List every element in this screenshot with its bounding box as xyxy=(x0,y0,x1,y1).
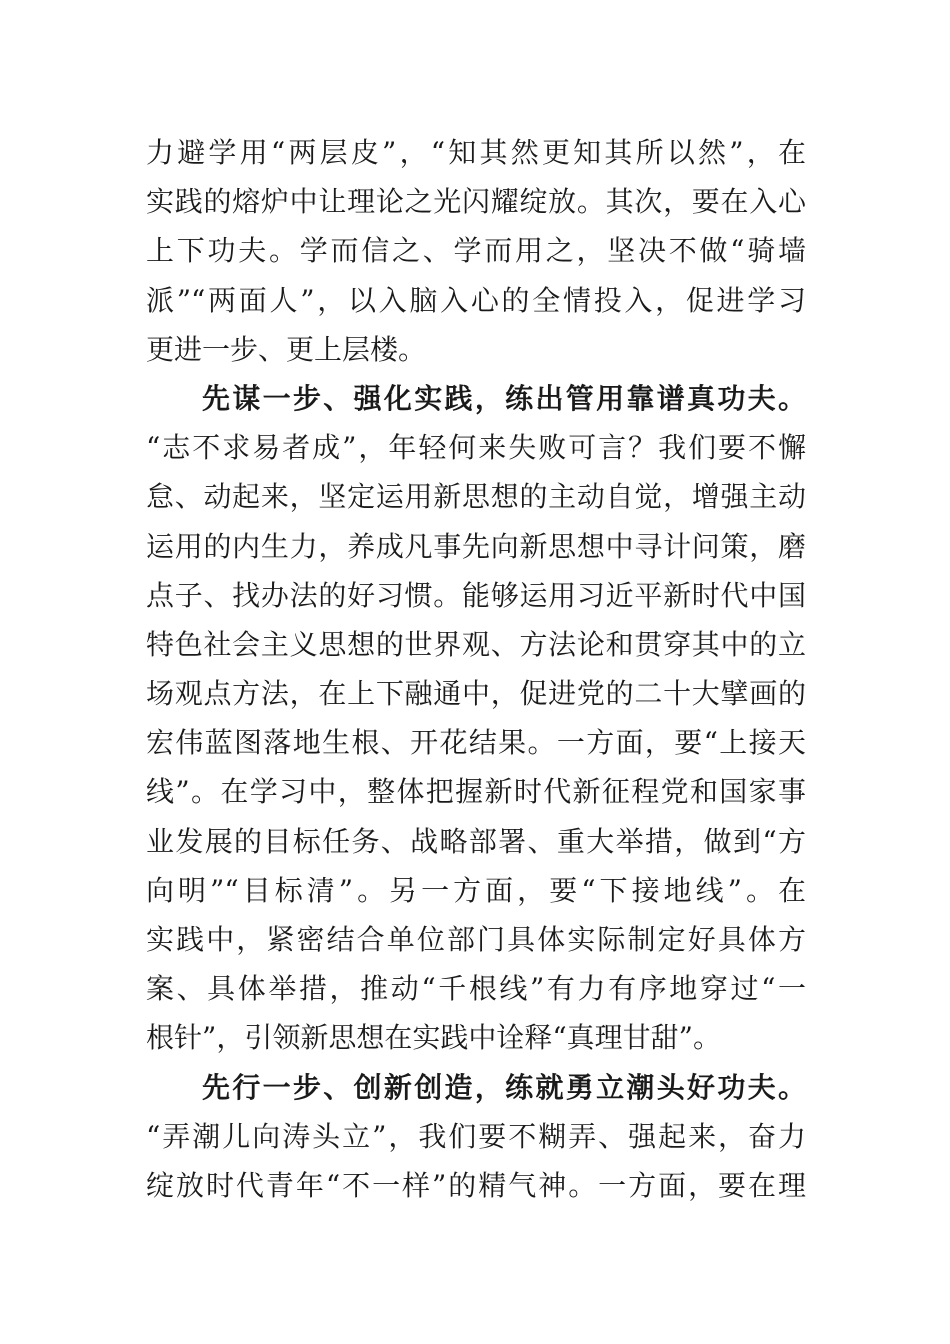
text-line: “弄潮儿向涛头立”，我们要不糊弄、强起来，奋力 xyxy=(146,1119,806,1153)
text-line: 上下功夫。学而信之、学而用之，坚决不做“骑墙 xyxy=(146,234,806,268)
text-line: 线”。在学习中，整体把握新时代新征程党和国家事 xyxy=(146,775,806,809)
text-line: 根针”，引领新思想在实践中诠释“真理甘甜”。 xyxy=(146,1021,721,1055)
text-line: 运用的内生力，养成凡事先向新思想中寻计问策，磨 xyxy=(146,529,806,563)
text-line: 实践中，紧密结合单位部门具体实际制定好具体方 xyxy=(146,923,806,956)
text-line: 案、具体举措，推动“千根线”有力有序地穿过“一 xyxy=(146,972,806,1006)
text-line: 业发展的目标任务、战略部署、重大举措，做到“方 xyxy=(146,824,806,858)
text-line: 向明”“目标清”。另一方面，要“下接地线”。在 xyxy=(146,873,806,907)
text-line: 派”“两面人”，以入脑入心的全情投入，促进学习 xyxy=(146,283,806,317)
text-line: 力避学用“两层皮”，“知其然更知其所以然”，在 xyxy=(146,136,806,169)
text-line: 场观点方法，在上下融通中，促进党的二十大擘画的 xyxy=(146,677,806,711)
text-line: 宏伟蓝图落地生根、开花结果。一方面，要“上接天 xyxy=(146,726,806,760)
text-line: “志不求易者成”，年轻何来失败可言？我们要不懈 xyxy=(146,431,806,465)
text-line: 怠、动起来，坚定运用新思想的主动自觉，增强主动 xyxy=(146,480,806,514)
text-line: 更进一步、更上层楼。 xyxy=(146,332,427,366)
text-line: 绽放时代青年“不一样”的精气神。一方面，要在理 xyxy=(146,1168,806,1202)
section-heading: 先谋一步、强化实践，练出管用靠谱真功夫。 xyxy=(202,381,806,415)
body-text xyxy=(146,128,806,1210)
section-heading: 先行一步、创新创造，练就勇立潮头好功夫。 xyxy=(202,1070,806,1104)
text-line: 点子、找办法的好习惯。能够运用习近平新时代中国 xyxy=(146,578,806,612)
text-line: 特色社会主义思想的世界观、方法论和贯穿其中的立 xyxy=(146,627,806,661)
text-line: 实践的熔炉中让理论之光闪耀绽放。其次，要在入心 xyxy=(146,185,806,219)
